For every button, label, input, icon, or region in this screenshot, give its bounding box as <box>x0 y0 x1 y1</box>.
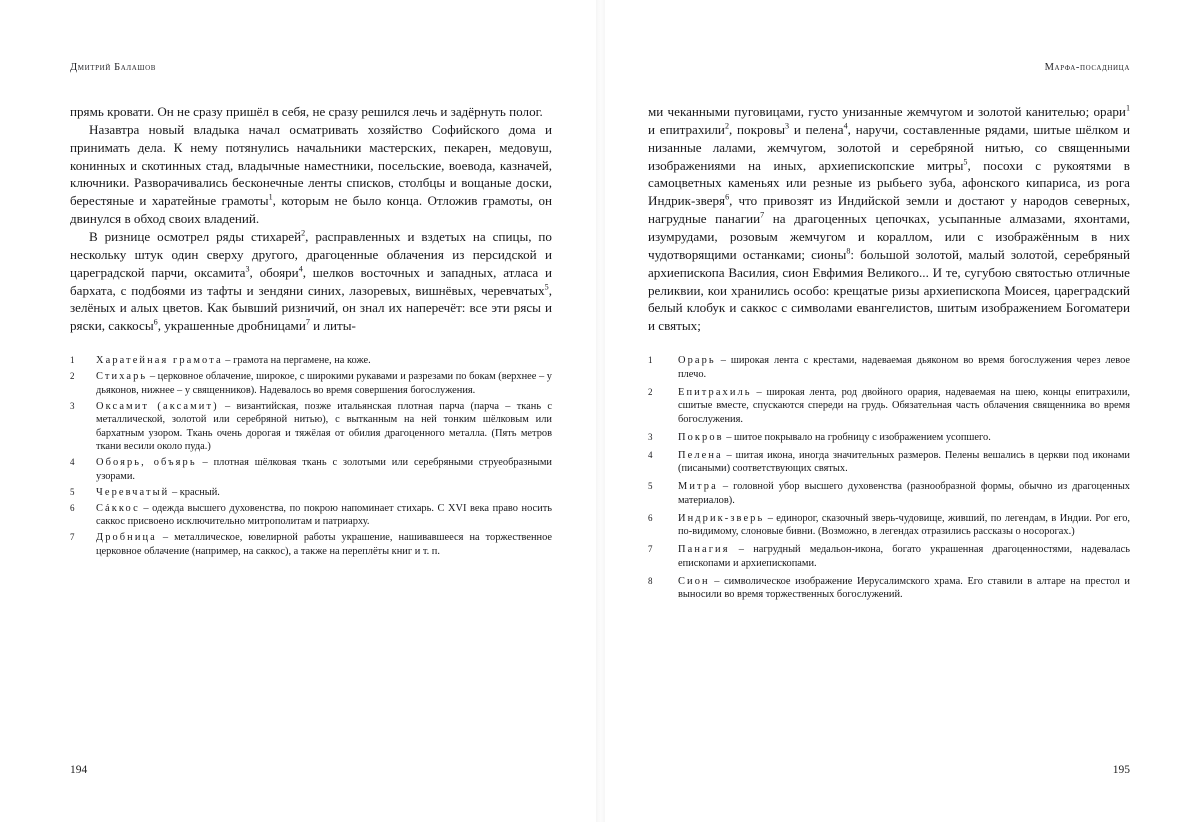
footnote-number: 7 <box>648 544 653 555</box>
footnote-term: Сион <box>678 575 710 587</box>
paragraph: прямь кровати. Он не сразу пришёл в себя, не сразу решился лечь и задёрнуть полог. <box>70 104 543 119</box>
footnote-ref[interactable]: 1 <box>268 192 273 202</box>
footnote-text: Пелена – шитая икона, иногда значительных размеров. Пелены вешались в церкви под иконами (писаными) соответствующих святых. <box>678 449 1130 475</box>
paragraph: В ризнице осмотрел ряды стихарей$^2$, расправленных и вздетых на спицы, по нескольку штук один сверху другого, драгоценные облачения из персидской и цареградской парчи, оксамита$^3$, обояри$^4$, шелков восточных и западных, атласа и бархата, с подбоями из тафты и зендяни синих, лазоревых, вишнёвых, черевчатых$^5$, зелёных и алых цветов. Как бывший ризничий, он знал их наперечёт: все эти рясы и ряски, саккосы$^6$, украшенные дробницами$^7$ и литы- <box>70 228 553 334</box>
footnote-number: 2 <box>70 371 75 382</box>
footnote-text: Орарь – широкая лента с крестами, надеваемая дьяконом во время богослужения через левое плечо. <box>678 355 1130 380</box>
footnote-term: Митра <box>678 481 718 493</box>
paragraph: ми чеканными пуговицами, густо унизанные жемчугом и золотой канителью; орари$^1$ и епитрахили$^2$, покровы$^3$ и пелена$^4$, наручи, составленные рядами, шитые шёлком и низанные лалами, жемчугом, золотой и серебряной нитью, со священными изображениями на иных, архиепископские митры$^5$, посохи с рукоятями в самоцветных каменьях или резные из рыбьего зуба, афонского кипариса, из рога Индрик-зверя$^6$, что привозят из Индийской земли и достают у народов северных, нагрудные панагии$^7$ на драгоценных цепочках, усыпанные алмазами, яхонтами, изумрудами, розовым жемчугом и кораллом, или с изображённым в них чудотворящими останками; сионы$^8$: большой золотой, малый золотой, серебряный архиепископа Василия, сион Евфимия Великого... И те, сугубою святостью отличные реликвии, кои хранились особо: крещатые ризы архиепископа Моисея, цареградский белый клобук и саккос с символами евангелистов, шитым изображением Богоматери и святых; <box>648 103 1131 334</box>
footnote <box>70 354 552 368</box>
footnote-ref[interactable]: 1 <box>1125 103 1130 113</box>
footnote-term: Стихарь <box>96 371 148 383</box>
footnote-term: Черевчатый <box>96 486 170 498</box>
footnote <box>70 486 552 500</box>
footnote <box>648 512 1130 539</box>
footnote-ref[interactable]: 2 <box>301 228 306 238</box>
footnote <box>70 531 552 558</box>
footnote-text: Митра – головной убор высшего духовенства (разнообразной формы, обычно из драгоценных материалов). <box>678 481 1130 506</box>
footnote <box>70 502 552 529</box>
footnote-term: Обоярь, объярь <box>96 457 197 469</box>
running-head-right: Марфа-посадница <box>1044 62 1130 73</box>
page-number-right: 195 <box>1112 764 1130 776</box>
footnote <box>648 449 1130 476</box>
footnote-term: Сáккос <box>96 502 140 514</box>
footnote <box>70 400 552 454</box>
footnote <box>648 354 1130 381</box>
footnote-term: Панагия <box>678 544 730 556</box>
footnote-number: 3 <box>648 431 653 442</box>
footnote <box>648 543 1130 570</box>
footnote-term: Харатейная грамота <box>96 355 223 367</box>
footnote-ref[interactable]: 3 <box>245 264 250 274</box>
footnote-term: Епитрахиль <box>678 386 752 398</box>
footnote-text: Черевчатый – красный. <box>96 486 220 498</box>
footnotes-right <box>648 354 1130 602</box>
footnote-ref[interactable]: 5 <box>544 282 549 292</box>
footnote-number: 5 <box>70 486 75 497</box>
footnote-ref[interactable]: 7 <box>305 317 310 327</box>
footnote-number: 4 <box>648 449 653 460</box>
footnote <box>648 431 1130 445</box>
footnote-ref[interactable]: 3 <box>785 121 790 131</box>
footnote-number: 1 <box>70 355 75 366</box>
footnote-number: 1 <box>648 355 653 366</box>
footnote-text: Стихарь – церковное облачение, широкое, с широкими рукавами и разрезами по бокам (верхнее – у дьяконов, нижнее – у священников). Надевалось во время совершения богослужения. <box>96 371 552 396</box>
footnote-number: 3 <box>70 400 75 411</box>
footnote-term: Покров <box>678 431 724 443</box>
footnote-ref[interactable]: 8 <box>846 246 851 256</box>
footnote-number: 2 <box>648 386 653 397</box>
footnote-ref[interactable]: 5 <box>963 157 968 167</box>
footnote-term: Оксамит (аксамит) <box>96 400 219 412</box>
footnote-text: Сион – символическое изображение Иерусалимского храма. Его ставили в алтаре на престол и выносили во время торжественных богослужений. <box>678 575 1130 601</box>
footnotes-left <box>70 354 552 558</box>
page-number-left: 194 <box>70 764 88 776</box>
footnote-number: 8 <box>648 575 653 586</box>
footnote <box>648 386 1130 427</box>
footnote-text: Обоярь, объярь – плотная шёлковая ткань с золотыми или серебряными струеобразными узорами. <box>96 457 552 482</box>
paragraph: Назавтра новый владыка начал осматривать хозяйство Софийского дома и принимать дела. К нему потянулись начальники мастерских, пекарен, медовуш, конинных и скотинных стад, владычные наместники, посельские, воевода, казначей, ключники. Разворачивались бесконечные ленты списков, столбцы и вощаные доски, берестяные и харатейные грамоты$^1$, которым не было конца. Отложив грамоты, он двинулся в обход своих владений. <box>70 121 552 227</box>
footnote-number: 7 <box>70 532 75 543</box>
footnote-text: Панагия – нагрудный медальон-икона, богато украшенная драгоценностями, надевалась епископами и архиепископами. <box>678 544 1130 569</box>
footnote <box>70 370 552 397</box>
running-head-left: Дмитрий Балашов <box>70 62 157 73</box>
right-page <box>600 0 1200 822</box>
footnote-text: Харатейная грамота – грамота на пергамене, на коже. <box>96 355 371 367</box>
footnote-text: Епитрахиль – широкая лента, род двойного орария, надеваемая на шею, концы епитрахили, сшитые вместе, спускаются спереди на грудь. Обязательная часть облачения священника во время богослужения. <box>678 386 1130 425</box>
footnote-number: 5 <box>648 481 653 492</box>
footnote-number: 4 <box>70 457 75 468</box>
footnote-term: Дробница <box>96 532 157 544</box>
footnote-ref[interactable]: 4 <box>843 121 848 131</box>
footnote-text: Покров – шитое покрывало на гробницу с изображением усопшего. <box>678 431 991 443</box>
footnote-ref[interactable]: 2 <box>724 121 729 131</box>
footnote-term: Пелена <box>678 449 723 461</box>
footnote-number: 6 <box>648 512 653 523</box>
footnote-ref[interactable]: 7 <box>760 210 765 220</box>
footnote-ref[interactable]: 6 <box>725 192 730 202</box>
footnote-text: Индрик-зверь – единорог, сказочный зверь-чудовище, живший, по легендам, в Индии. Рог его, по-видимому, слоновые бивни. (Возможно, в легендах отразились рассказы о носорогах.) <box>678 512 1130 538</box>
footnote-text: Сáккос – одежда высшего духовенства, по покрою напоминает стихарь. С XVI века право носить саккос присвоено исключительно митрополитам и патриарху. <box>96 502 552 528</box>
footnote-ref[interactable]: 6 <box>153 317 158 327</box>
footnote-ref[interactable]: 4 <box>298 264 303 274</box>
footnote-text: Оксамит (аксамит) – византийская, позже итальянская плотная парча (парча – ткань с металлической, золотой или серебряной нитью), с вытканным на ней тонким шёлковым или бархатным узором. Ткань очень дорогая и тяжёлая от обилия драгоценного металла. (Пять метров ткани весили около пуда.) <box>96 400 552 453</box>
footnote <box>648 480 1130 507</box>
footnote <box>70 456 552 483</box>
body-text-right <box>648 103 1130 335</box>
footnote-text: Дробница – металлическое, ювелирной работы украшение, нашивавшееся на торжественное церковное облачение (например, на саккос), а также на переплёты книг и т. п. <box>96 532 552 557</box>
footnote <box>648 575 1130 602</box>
footnote-number: 6 <box>70 502 75 513</box>
footnote-term: Орарь <box>678 355 716 367</box>
footnote-term: Индрик-зверь <box>678 512 765 524</box>
body-text-left <box>70 103 552 335</box>
